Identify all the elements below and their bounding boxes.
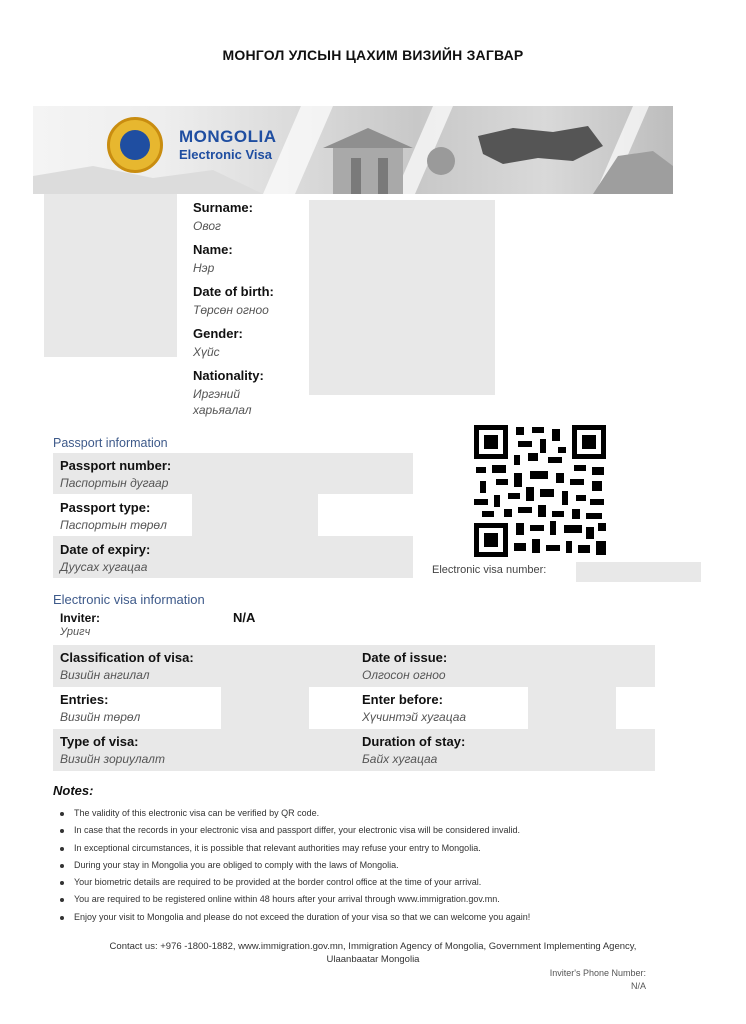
inviter-label: Inviter: — [60, 611, 101, 625]
brand-title: MONGOLIA — [179, 127, 277, 146]
dob-sub: Төрсөн огноо — [193, 303, 269, 317]
contact-info — [40, 940, 706, 966]
name-label: Name: — [193, 242, 233, 257]
passport-expiry-sub: Дуусах хугацаа — [60, 560, 148, 574]
entries-sub: Визийн төрөл — [60, 710, 141, 724]
note-item: The validity of this electronic visa can be verified by QR code. — [54, 805, 694, 822]
note-item: In case that the records in your electronic visa and passport differ, your electronic visa will be considered invalid. — [54, 822, 694, 839]
notes-list — [54, 805, 694, 926]
duration-label: Duration of stay: — [362, 734, 466, 749]
passport-type-sub: Паспортын төрөл — [60, 518, 167, 532]
passport-number-label: Passport number: — [60, 458, 172, 473]
note-item: In exceptional circumstances, it is possible that relevant authorities may refuse your entry to Mongolia. — [54, 840, 694, 857]
dob-label: Date of birth: — [193, 284, 274, 299]
visa-type-sub: Визийн зориулалт — [60, 752, 165, 766]
evisa-number-label: Electronic visa number: — [432, 564, 547, 576]
gender-label: Gender: — [193, 326, 243, 341]
classification-sub: Визийн ангилал — [60, 668, 150, 682]
note-item: During your stay in Mongolia you are obliged to comply with the laws of Mongolia. — [54, 857, 694, 874]
name-sub: Нэр — [193, 261, 215, 275]
evisa-number-value — [576, 562, 701, 582]
entries-value — [221, 687, 309, 729]
classification-label: Classification of visa: — [60, 650, 194, 665]
note-item: Enjoy your visit to Mongolia and please do not exceed the duration of your visa so that we can welcome you again! — [54, 909, 694, 926]
issue-date-label: Date of issue: — [362, 650, 448, 665]
inviter-value: N/A — [233, 610, 256, 625]
page-title: МОНГОЛ УЛСЫН ЦАХИМ ВИЗИЙН ЗАГВАР — [222, 47, 524, 63]
note-item: You are required to be registered online within 48 hours after your arrival through www.immigration.gov.mn. — [54, 891, 694, 908]
enter-before-label: Enter before: — [362, 692, 443, 707]
personal-data-box — [309, 200, 495, 395]
inviter-phone-value: N/A — [630, 981, 646, 991]
contact-line-2: Ulaanbaatar Mongolia — [326, 954, 420, 965]
enter-before-sub: Хүчинтэй хугацаа — [362, 710, 467, 724]
inviter-sub: Уригч — [60, 626, 91, 638]
surname-sub: Овог — [193, 219, 221, 233]
issue-date-sub: Олгосон огноо — [362, 668, 446, 682]
header-banner — [33, 106, 673, 194]
brand-subtitle: Electronic Visa — [179, 147, 272, 162]
photo-box — [44, 194, 177, 357]
inviter-phone — [550, 967, 646, 993]
contact-line-1: Contact us: +976 -1800-1882, www.immigration.gov.mn, Immigration Agency of Mongolia, Government Implementing Agency, — [109, 941, 637, 952]
nationality-label: Nationality: — [193, 368, 264, 383]
mongolia-emblem-icon — [107, 117, 163, 173]
passport-type-value — [192, 494, 318, 536]
passport-section-title: Passport information — [53, 436, 168, 450]
passport-number-sub: Паспортын дугаар — [60, 476, 169, 490]
qr-code-icon — [474, 425, 606, 557]
note-item: Your biometric details are required to be provided at the border control office at the time of your arrival. — [54, 874, 694, 891]
passport-expiry-label: Date of expiry: — [60, 542, 151, 557]
surname-label: Surname: — [193, 200, 253, 215]
passport-type-label: Passport type: — [60, 500, 151, 515]
visa-type-label: Type of visa: — [60, 734, 139, 749]
enter-before-value — [528, 687, 616, 729]
gender-sub: Хүйс — [193, 345, 220, 359]
visa-section-title: Electronic visa information — [53, 592, 205, 607]
notes-title: Notes: — [53, 783, 94, 798]
inviter-phone-label: Inviter's Phone Number: — [549, 968, 646, 978]
nationality-sub-2: харьяалал — [193, 403, 252, 417]
nationality-sub-1: Иргэний — [193, 387, 241, 401]
duration-sub: Байх хугацаа — [362, 752, 438, 766]
entries-label: Entries: — [60, 692, 109, 707]
